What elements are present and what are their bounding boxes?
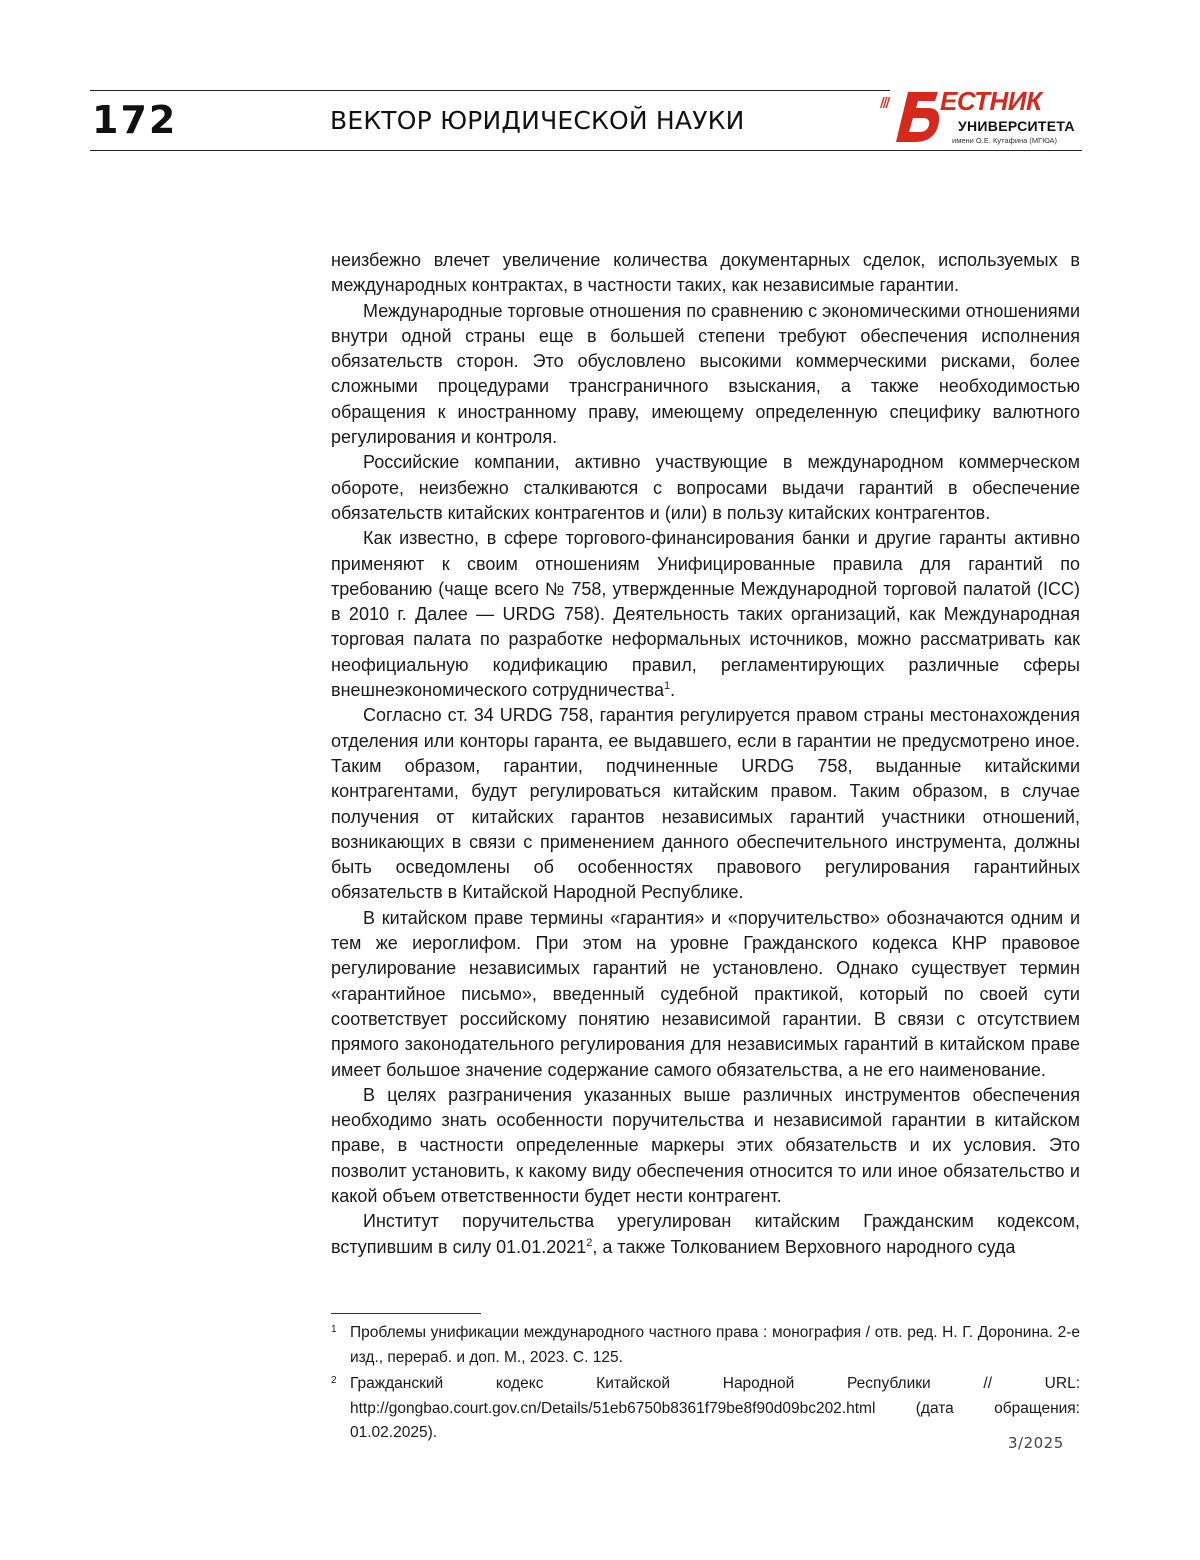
paragraph-7: В целях разграничения указанных выше различных инструментов обеспечения необходимо знать особенности поручительства и независимой гарантии в китайском праве, в частности определенные маркеры этих обязательств и их условия. Это позволит установить, к какому виду обеспечения относится то или иное обязательство и какой объем ответственности будет нести контрагент. (331, 1083, 1080, 1209)
logo-subtitle: УНИВЕРСИТЕТА (958, 118, 1075, 134)
header-rule-top (90, 90, 890, 91)
footnote-2 (331, 1372, 1080, 1446)
logo-stripes-icon: /// (880, 96, 888, 111)
paragraph-8-end: , а также Толкованием Верховного народного суда (592, 1237, 1015, 1257)
paragraph-4-text: Как известно, в сфере торгового-финансирования банки и другие гаранты активно применяют к своим отношениям Унифицированные правила для гарантий по требованию (чаще всего № 758, утвержденные Международной торговой палатой (ICC) в 2010 г. Далее — URDG 758). Деятельность таких организаций, как Международная торговая палата по разработке неформальных источников, можно рассматривать как неофициальную кодификацию правил, регламентирующих различные сферы внешнеэкономического сотрудничества (331, 528, 1080, 700)
footnote-number: 1 (331, 1318, 337, 1343)
footnote-ref-1[interactable]: 1 (664, 680, 670, 692)
logo-caption: имени О.Е. Кутафина (МГЮА) (952, 136, 1057, 145)
article-body (331, 248, 1080, 1260)
paragraph-2: Международные торговые отношения по сравнению с экономическими отношениями внутри одной страны еще в большей степени требуют обеспечения исполнения обязательств сторон. Это обусловлено высокими коммерческими рисками, более сложными процедурами трансграничного взыскания, а также необходимостью обращения к иностранному праву, имеющему определенную специфику валютного регулирования и контроля. (331, 299, 1080, 451)
journal-logo (880, 84, 1085, 148)
paragraph-3: Российские компании, активно участвующие в международном коммерческом обороте, неизбежно сталкиваются с вопросами выдачи гарантий в обеспечение обязательств китайских контрагентов и (или) в пользу китайских контрагентов. (331, 450, 1080, 526)
footnote-ref-2[interactable]: 2 (586, 1237, 592, 1249)
footnote-text: Гражданский кодекс Китайской Народной Республики // URL: http://gongbao.court.gov.cn/Details/51eb6750b8361f79be8f90d09bc202.html (дата обращения: 01.02.2025). (350, 1375, 1080, 1441)
page-number: 172 (92, 98, 177, 142)
paragraph-4-end: . (670, 680, 675, 700)
footnote-1 (331, 1321, 1080, 1370)
footnotes (331, 1321, 1080, 1448)
footnote-number: 2 (331, 1369, 337, 1394)
footnote-text: Проблемы унификации международного частного права : монография / отв. ред. Н. Г. Доронина. 2-е изд., перераб. и доп. М., 2023. С. 125. (350, 1324, 1080, 1366)
issue-number: 3/2025 (1008, 1434, 1064, 1452)
logo-main-text: ЕСТНИК (940, 86, 1041, 117)
footnote-divider (331, 1313, 481, 1314)
paragraph-8-text: Институт поручительства урегулирован китайским Гражданским кодексом, вступившим в силу 01.01.2021 (331, 1211, 1080, 1256)
page-header (90, 84, 1090, 152)
paragraph-6: В китайском праве термины «гарантия» и «поручительство» обозначаются одним и тем же иероглифом. При этом на уровне Гражданского кодекса КНР правовое регулирование независимых гарантий не установлено. Однако существует термин «гарантийное письмо», введенный судебной практикой, который по своей сути соответствует российскому понятию независимой гарантии. В связи с отсутствием прямого законодательного регулирования для независимых гарантий в китайском праве имеет большое значение содержание самого обязательства, а не его наименование. (331, 906, 1080, 1083)
logo-letter-v-icon (894, 88, 944, 144)
header-rule-bottom (90, 150, 1082, 151)
running-title: ВЕКТОР ЮРИДИЧЕСКОЙ НАУКИ (330, 106, 745, 135)
paragraph-1: неизбежно влечет увеличение количества документарных сделок, используемых в международных контрактах, в частности таких, как независимые гарантии. (331, 248, 1080, 299)
paragraph-4 (331, 526, 1080, 703)
paragraph-5: Согласно ст. 34 URDG 758, гарантия регулируется правом страны местонахождения отделения или конторы гаранта, ее выдавшего, если в гарантии не предусмотрено иное. Таким образом, гарантии, подчиненные URDG 758, выданные китайскими контрагентами, будут регулироваться китайским правом. Таким образом, в случае получения от китайских гарантов независимых гарантий участники отношений, возникающих в связи с применением данного обеспечительного инструмента, должны быть осведомлены об особенностях правового регулирования гарантийных обязательств в Китайской Народной Республике. (331, 703, 1080, 905)
paragraph-8 (331, 1209, 1080, 1260)
